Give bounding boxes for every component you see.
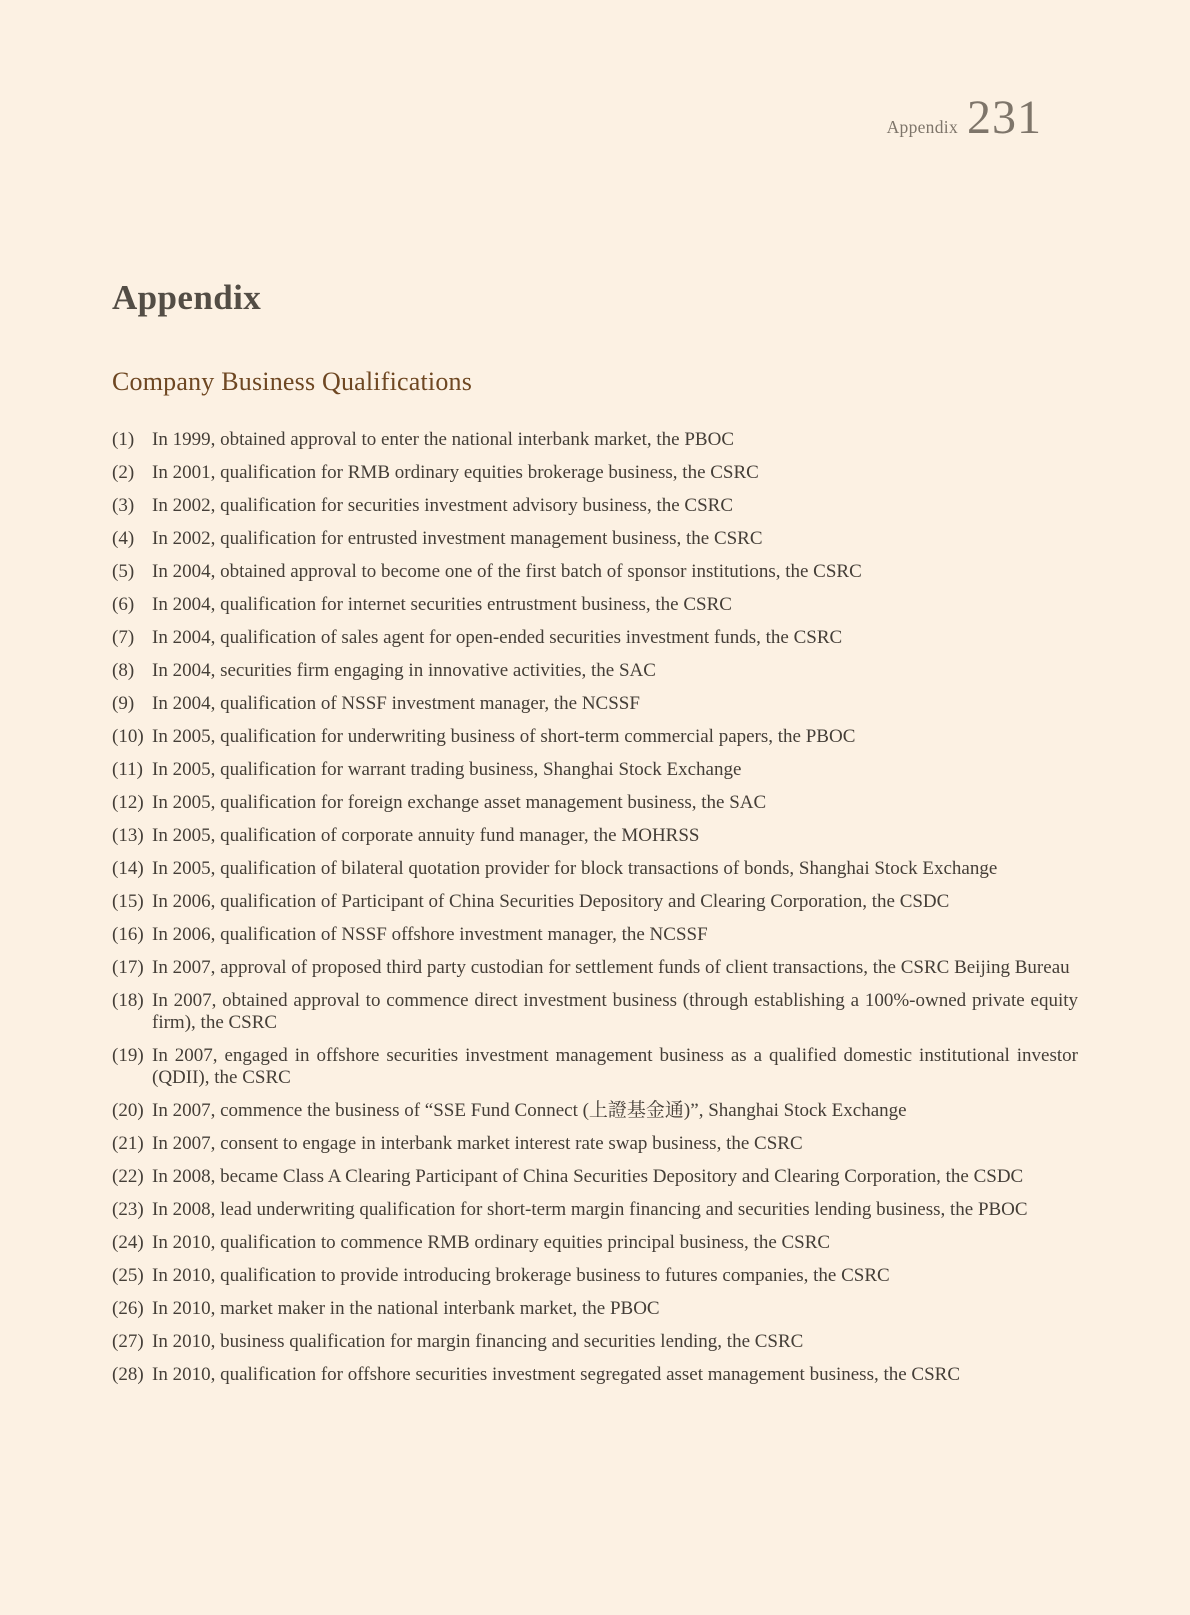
item-text: In 2005, qualification for underwriting business of short-term commercial papers, the PBOC: [152, 726, 856, 747]
qualification-item: [112, 990, 1078, 1034]
item-number: (23): [112, 1199, 144, 1220]
qualification-item: [112, 1045, 1078, 1089]
item-text: In 1999, obtained approval to enter the national interbank market, the PBOC: [152, 429, 734, 450]
item-number: (22): [112, 1166, 144, 1187]
item-text: In 2004, qualification of NSSF investment manager, the NCSSF: [152, 693, 640, 714]
item-number: (14): [112, 858, 144, 879]
item-number: (10): [112, 726, 144, 747]
section-heading: Company Business Qualifications: [112, 367, 473, 396]
item-number: (27): [112, 1331, 144, 1352]
item-number: (16): [112, 924, 144, 945]
item-number: (19): [112, 1045, 144, 1066]
qualification-item: [112, 891, 1078, 913]
qualification-item: [112, 1100, 1078, 1122]
item-number: (17): [112, 957, 144, 978]
qualification-item: [112, 1232, 1078, 1254]
qualification-item: [112, 792, 1078, 814]
item-text: In 2008, became Class A Clearing Participant of China Securities Depository and Clearing Corporation, the CSDC: [152, 1166, 1024, 1187]
qualification-item: [112, 1331, 1078, 1353]
item-text: In 2006, qualification of NSSF offshore investment manager, the NCSSF: [152, 924, 708, 945]
item-number: (21): [112, 1133, 144, 1154]
page-title: Appendix: [112, 278, 262, 317]
item-text: In 2010, qualification for offshore securities investment segregated asset management business, the CSRC: [152, 1364, 961, 1385]
item-text: In 2001, qualification for RMB ordinary equities brokerage business, the CSRC: [152, 462, 759, 483]
item-text: In 2010, business qualification for margin financing and securities lending, the CSRC: [152, 1331, 804, 1352]
item-number: (25): [112, 1265, 144, 1286]
item-number: (26): [112, 1298, 144, 1319]
item-number: (8): [112, 660, 135, 681]
qualification-item: [112, 1364, 1078, 1386]
item-number: (28): [112, 1364, 144, 1385]
qualification-item: [112, 528, 1078, 550]
item-number: (3): [112, 495, 135, 516]
qualification-item: [112, 1199, 1078, 1221]
header-section-label: Appendix: [886, 117, 958, 137]
page-header: [0, 0, 1190, 142]
item-text: In 2006, qualification of Participant of China Securities Depository and Clearing Corporation, the CSDC: [152, 891, 950, 912]
qualification-item: [112, 957, 1078, 979]
item-number: (4): [112, 528, 135, 549]
item-number: (9): [112, 693, 135, 714]
item-text: In 2005, qualification of bilateral quotation provider for block transactions of bonds, Shanghai Stock Exchange: [152, 858, 998, 879]
qualification-item: [112, 1298, 1078, 1320]
item-text: In 2004, qualification for internet securities entrustment business, the CSRC: [152, 594, 732, 615]
qualification-item: [112, 462, 1078, 484]
item-number: (24): [112, 1232, 144, 1253]
header-page-number: 231: [967, 91, 1042, 144]
item-number: (11): [112, 759, 143, 780]
item-text: In 2007, obtained approval to commence direct investment business (through establishing a 100%-owned private equity firm), the CSRC: [152, 990, 1078, 1033]
item-number: (20): [112, 1100, 144, 1121]
item-number: (18): [112, 990, 144, 1011]
item-number: (15): [112, 891, 144, 912]
qualification-item: [112, 1133, 1078, 1155]
qualifications-list: [112, 429, 1078, 1386]
item-number: (13): [112, 825, 144, 846]
item-text: In 2010, market maker in the national interbank market, the PBOC: [152, 1298, 660, 1319]
item-text: In 2004, qualification of sales agent for open-ended securities investment funds, the CSRC: [152, 627, 843, 648]
item-text: In 2004, obtained approval to become one of the first batch of sponsor institutions, the CSRC: [152, 561, 862, 582]
qualification-item: [112, 429, 1078, 451]
item-number: (12): [112, 792, 144, 813]
item-text: In 2007, approval of proposed third party custodian for settlement funds of client transactions, the CSRC Beijing Bureau: [152, 957, 1070, 978]
qualification-item: [112, 660, 1078, 682]
item-number: (5): [112, 561, 135, 582]
qualification-item: [112, 561, 1078, 583]
qualification-item: [112, 627, 1078, 649]
item-text: In 2005, qualification for foreign exchange asset management business, the SAC: [152, 792, 767, 813]
item-text: In 2002, qualification for entrusted investment management business, the CSRC: [152, 528, 763, 549]
item-text: In 2007, commence the business of “SSE Fund Connect (上證基金通)”, Shanghai Stock Exchange: [152, 1100, 907, 1121]
qualification-item: [112, 726, 1078, 748]
qualification-item: [112, 759, 1078, 781]
qualification-item: [112, 1265, 1078, 1287]
qualification-item: [112, 495, 1078, 517]
item-number: (6): [112, 594, 135, 615]
item-text: In 2007, engaged in offshore securities investment management business as a qualified domestic institutional investor (QDII), the CSRC: [152, 1045, 1078, 1088]
qualification-item: [112, 825, 1078, 847]
item-text: In 2002, qualification for securities investment advisory business, the CSRC: [152, 495, 734, 516]
item-text: In 2004, securities firm engaging in innovative activities, the SAC: [152, 660, 656, 681]
item-text: In 2010, qualification to provide introducing brokerage business to futures companies, the CSRC: [152, 1265, 890, 1286]
item-number: (2): [112, 462, 135, 483]
item-number: (1): [112, 429, 135, 450]
item-text: In 2007, consent to engage in interbank market interest rate swap business, the CSRC: [152, 1133, 803, 1154]
qualification-item: [112, 594, 1078, 616]
qualification-item: [112, 858, 1078, 880]
item-number: (7): [112, 627, 135, 648]
qualification-item: [112, 693, 1078, 715]
item-text: In 2010, qualification to commence RMB ordinary equities principal business, the CSRC: [152, 1232, 831, 1253]
qualification-item: [112, 1166, 1078, 1188]
item-text: In 2008, lead underwriting qualification for short-term margin financing and securities lending business, the PBOC: [152, 1199, 1028, 1220]
qualification-item: [112, 924, 1078, 946]
item-text: In 2005, qualification for warrant trading business, Shanghai Stock Exchange: [152, 759, 742, 780]
item-text: In 2005, qualification of corporate annuity fund manager, the MOHRSS: [152, 825, 700, 846]
